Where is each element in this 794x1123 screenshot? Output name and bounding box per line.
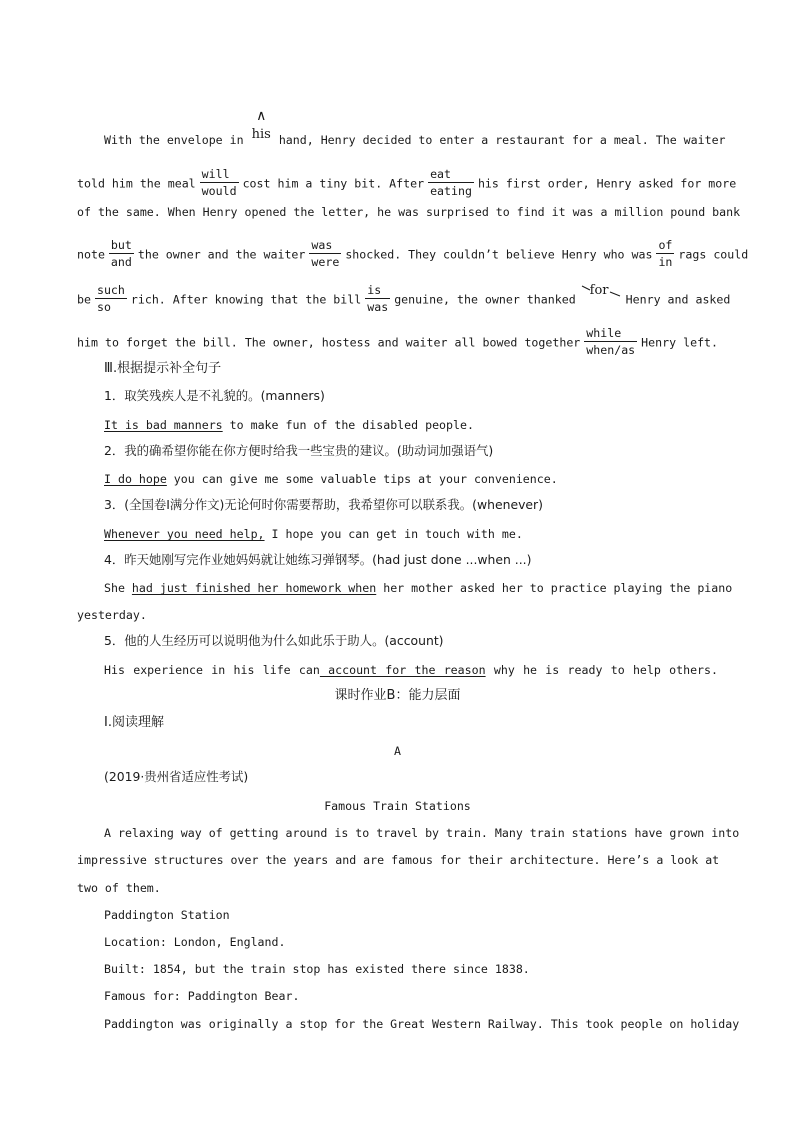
- partB-title: 课时作业B：能力层面: [334, 688, 461, 703]
- q5-answer-line: His experience in his life can account for the reason why he is ready to help others.: [104, 663, 718, 677]
- station-location: Location: London, England.: [104, 935, 286, 949]
- insertion-mark: ∧ his: [251, 108, 271, 142]
- q4-answer-line: She had just finished her homework when her mother asked her to practice playing the piano: [104, 581, 733, 595]
- q2-answer-line: I do hope you can give me some valuable tips at your convenience.: [104, 472, 558, 486]
- q3-prompt: 3．(全国卷Ⅰ满分作文)无论何时你需要帮助，我希望你可以联系我。(whenever): [104, 497, 543, 512]
- section1-heading: Ⅰ.阅读理解: [104, 715, 164, 730]
- p2-line-1: Paddington was originally a stop for the Great Western Railway. This took people on holiday: [104, 1017, 740, 1031]
- q4-answer: had just finished her homework when: [131, 581, 377, 595]
- correction-is-was: $\frac{is}{\text{was}}$: [367, 283, 389, 314]
- passage-line-3: of the same. When Henry opened the letter, he was surprised to find it was a million pound bank: [77, 205, 741, 219]
- q1-answer: It is bad manners: [104, 418, 223, 432]
- passage-line-1: With the envelope in ∧ his hand, Henry decided to enter a restaurant for a meal. The waiter: [104, 108, 726, 147]
- p1-line-2: impressive structures over the years and are famous for their architecture. Here’s a look at: [77, 853, 720, 867]
- q2-prompt: 2．我的确希望你能在你方便时给我一些宝贵的建议。(助动词加强语气): [104, 443, 494, 458]
- correction-but-and: $\frac{\text{but}}{\text{and}}$: [110, 238, 132, 269]
- passage-line-2: told him the meal $\frac{\text{will}}{\text{would}}$ cost him a tiny bit. After $\frac{\text{eat}}{\text{eating}}$ his first order, Henry asked for more: [77, 167, 737, 198]
- insertion-for-mark: for: [580, 290, 622, 304]
- q4-prompt: 4．昨天她刚写完作业她妈妈就让她练习弹钢琴。(had just done ...when ...): [104, 552, 532, 567]
- passage-line-4: note $\frac{\text{but}}{\text{and}}$ the owner and the waiter $\frac{\text{was}}{\text{were}}$ shocked. They couldn’t believe Henry who was $\frac{of}{in}$ rags could: [77, 238, 749, 269]
- q1-prompt: 1．取笑残疾人是不礼貌的。(manners): [104, 388, 325, 403]
- correction-was-were: $\frac{\text{was}}{\text{were}}$: [311, 238, 340, 269]
- q3-answer: Whenever you need help,: [104, 527, 265, 541]
- q3-answer-line: Whenever you need help, I hope you can get in touch with me.: [104, 527, 523, 541]
- correction-while-whenas: $\frac{\text{while}}{\text{when/as}}$: [586, 326, 636, 357]
- q2-answer: I do hope: [104, 472, 167, 486]
- article-title: Famous Train Stations: [324, 799, 471, 813]
- correction-will-would: $\frac{\text{will}}{\text{would}}$: [201, 167, 237, 198]
- passage-line-5: be $\frac{\text{such}}{so}$ rich. After knowing that the bill $\frac{is}{\text{was}}$ genuine, the owner thanked for Henry and asked: [77, 282, 731, 314]
- station-famous: Famous for: Paddington Bear.: [104, 989, 300, 1003]
- station-name: Paddington Station: [104, 908, 230, 922]
- q5-answer: account for the reason: [319, 663, 486, 677]
- caret-icon: ∧: [256, 108, 267, 124]
- q5-prompt: 5．他的人生经历可以说明他为什么如此乐于助人。(account): [104, 633, 444, 648]
- source-note: (2019·贵州省适应性考试): [104, 769, 249, 784]
- correction-of-in: $\frac{of}{in}$: [658, 238, 673, 269]
- passage-letter: A: [394, 744, 401, 758]
- station-built: Built: 1854, but the train stop has existed there since 1838.: [104, 962, 530, 976]
- q4-answer-cont: yesterday.: [77, 608, 147, 622]
- section3-heading: Ⅲ.根据提示补全句子: [104, 361, 222, 376]
- q1-answer-line: It is bad manners to make fun of the disabled people.: [104, 418, 474, 432]
- p1-line-1: A relaxing way of getting around is to travel by train. Many train stations have grown into: [104, 826, 740, 840]
- correction-such-so: $\frac{\text{such}}{so}$: [96, 283, 125, 314]
- p1-line-3: two of them.: [77, 881, 161, 895]
- passage-line-6: him to forget the bill. The owner, hostess and waiter all bowed together $\frac{\text{while}}{\text{when/as}}$ Henry left.: [77, 326, 719, 357]
- correction-eat-eating: $\frac{\text{eat}}{\text{eating}}$: [430, 167, 472, 198]
